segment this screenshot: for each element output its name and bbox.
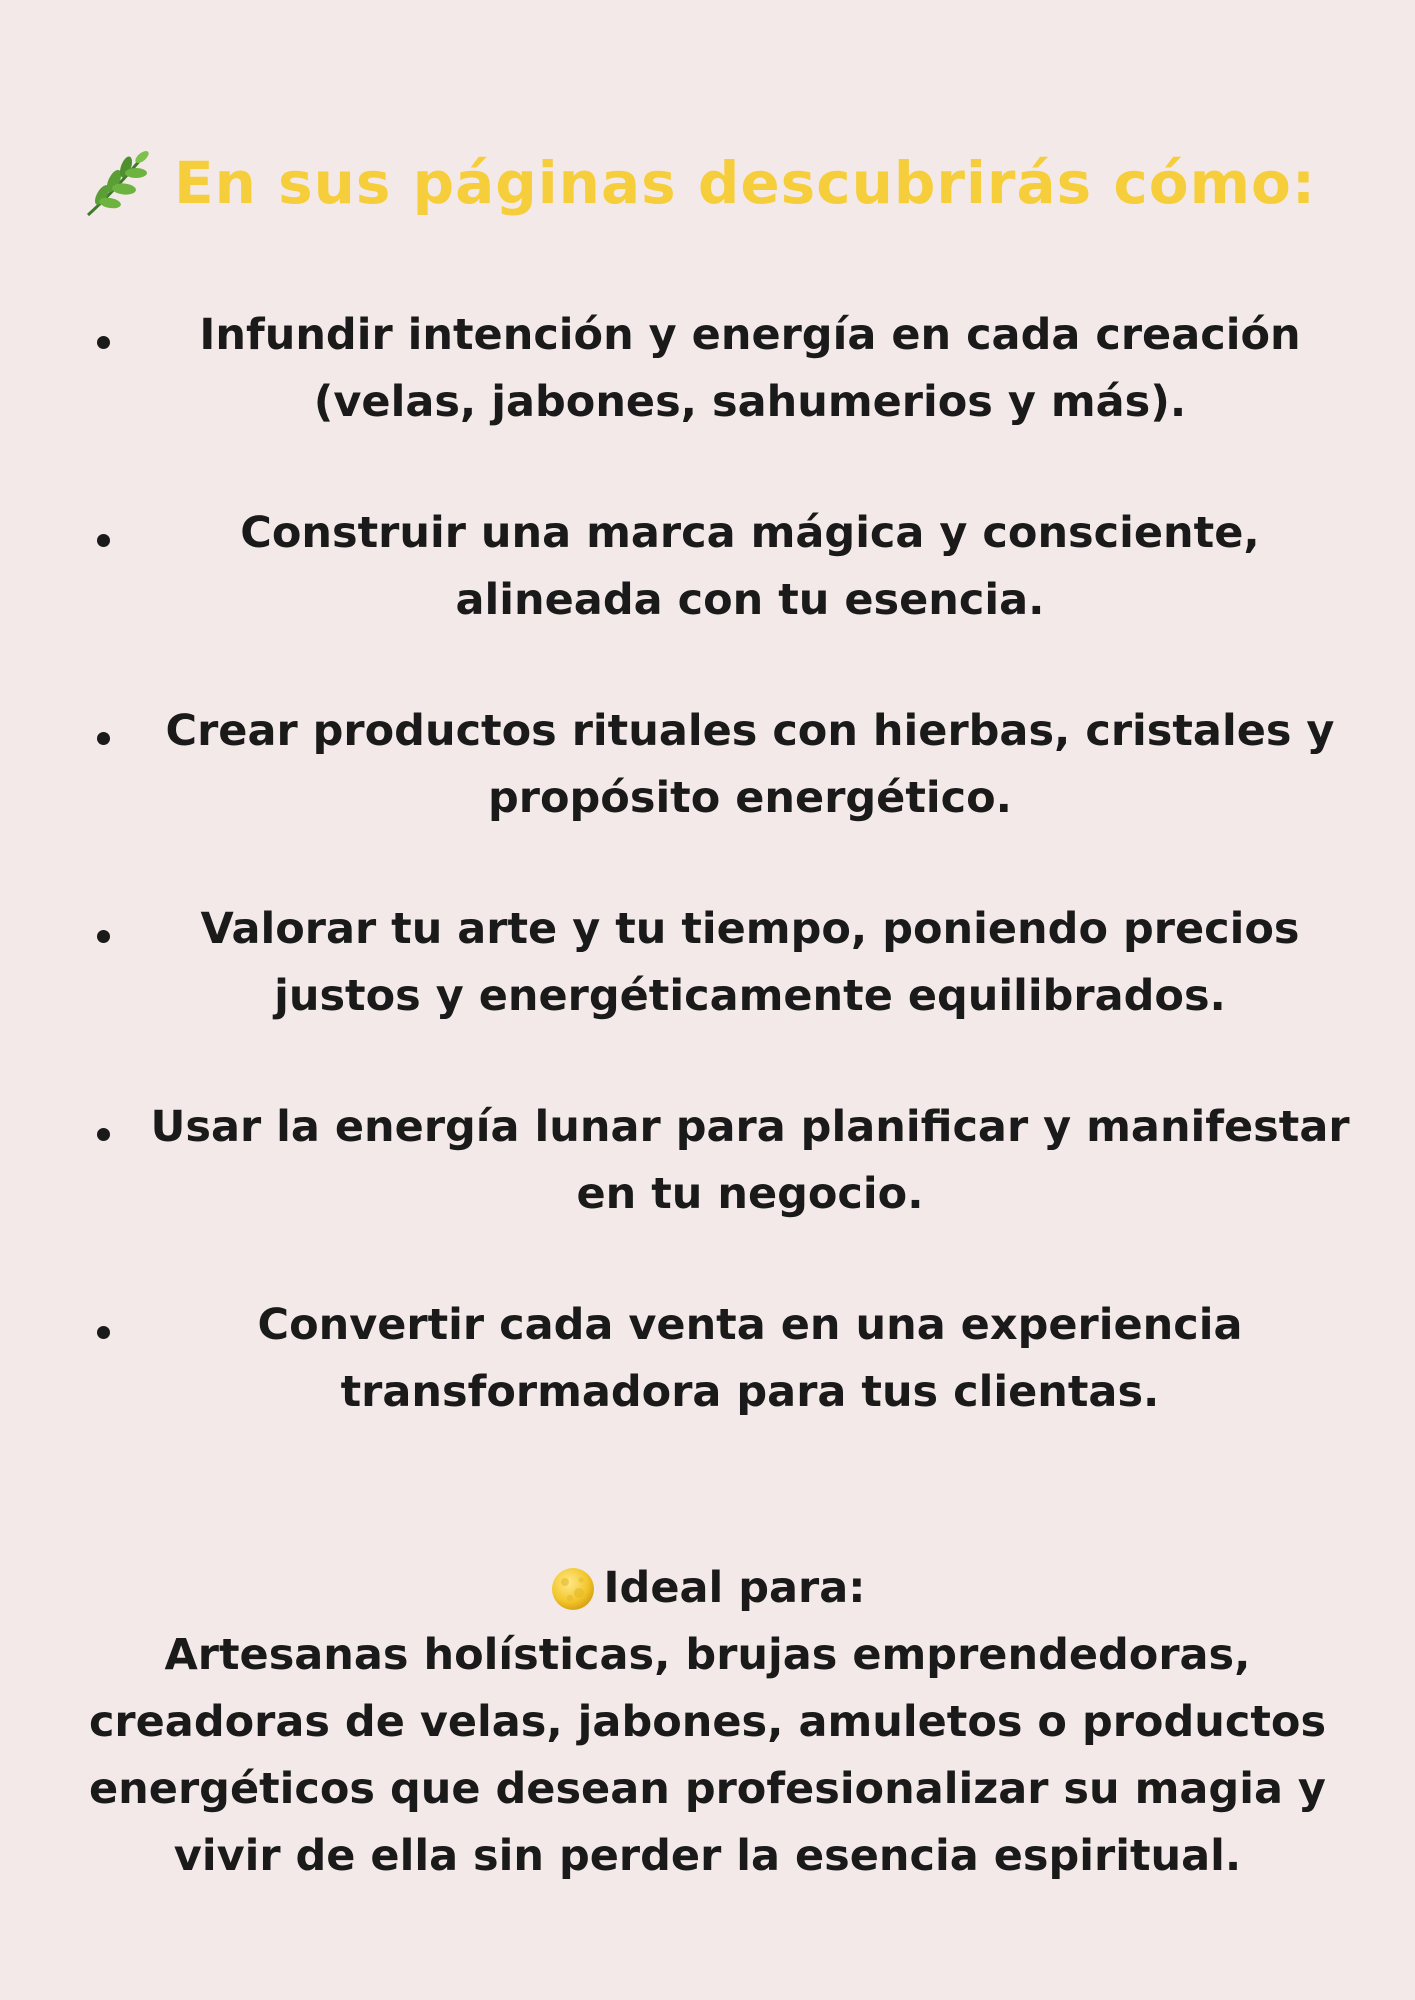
bullet-dot — [97, 336, 110, 349]
list-item-text: Crear productos rituales con hierbas, cristales y propósito energético. — [165, 706, 1335, 823]
bullet-dot — [97, 1128, 110, 1141]
list-item — [0, 1094, 1415, 1234]
list-item-text: Convertir cada venta en una experiencia transformadora para tus clientas. — [257, 1300, 1243, 1417]
ideal-text: Artesanas holísticas, brujas emprendedoras, creadoras de velas, jabones, amuletos o productos energéticos que desean profesionalizar su magia y vivir de ella sin perder la esencia espiritual. — [88, 1630, 1327, 1881]
list-item — [0, 1292, 1415, 1432]
list-item-text: Usar la energía lunar para planificar y manifestar en tu negocio. — [150, 1102, 1350, 1219]
list-item — [0, 500, 1415, 640]
bullet-dot — [97, 930, 110, 943]
list-item-text: Infundir intención y energía en cada creación (velas, jabones, sahumerios y más). — [199, 310, 1301, 427]
ideal-heading: Ideal para: — [603, 1563, 866, 1613]
section-title — [80, 138, 1360, 228]
bullet-dot — [97, 534, 110, 547]
list-item-text: Valorar tu arte y tu tiempo, poniendo precios justos y energéticamente equilibrados. — [200, 904, 1300, 1021]
title-text: En sus páginas descubrirás cómo: — [174, 149, 1317, 217]
herb-leaf-icon — [80, 145, 156, 221]
full-moon-icon — [550, 1566, 596, 1612]
list-item — [0, 896, 1415, 1036]
ideal-section — [60, 1555, 1355, 1890]
ideal-heading-row — [60, 1555, 1355, 1622]
list-item — [0, 698, 1415, 838]
bullet-dot — [97, 1326, 110, 1339]
bullet-dot — [97, 732, 110, 745]
list-item-text: Construir una marca mágica y consciente, alineada con tu esencia. — [240, 508, 1260, 625]
list-item — [0, 302, 1415, 442]
